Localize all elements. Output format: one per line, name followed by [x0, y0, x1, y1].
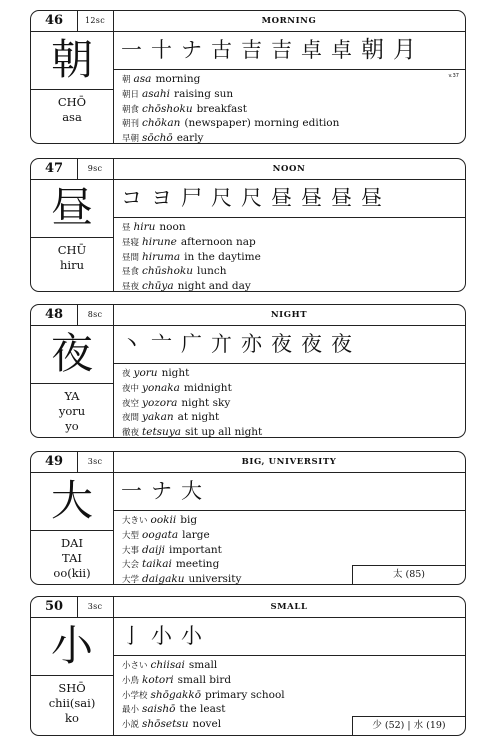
- vocab-english: primary school: [205, 688, 285, 701]
- vocab-japanese: 夜中: [122, 383, 140, 394]
- reading: oo(kii): [53, 566, 91, 580]
- vocab-english: night: [161, 367, 190, 379]
- vocab-english: early: [176, 132, 204, 145]
- vocab-row: [122, 689, 461, 704]
- kanji-character: 小: [31, 617, 113, 676]
- stroke-step: 亦: [241, 332, 262, 356]
- vocabulary-list: [122, 367, 461, 441]
- vocab-romaji: hirune: [142, 235, 177, 248]
- vocab-row: [122, 529, 461, 544]
- vocab-english: big: [180, 514, 198, 526]
- vocab-romaji: chōkan: [142, 117, 181, 130]
- kanji-character: 大: [31, 472, 113, 531]
- stroke-order: [113, 325, 465, 364]
- vocab-row: [122, 265, 461, 280]
- vocab-english: noon: [159, 221, 186, 233]
- vocab-english: the least: [179, 703, 226, 716]
- kanji-character: 朝: [31, 31, 113, 90]
- vocab-english: sit up all night: [185, 426, 263, 439]
- vocab-romaji: taikai: [142, 558, 172, 571]
- vocab-romaji: sōchō: [142, 132, 173, 145]
- card-number: 50: [31, 597, 78, 617]
- card-meaning: NIGHT: [270, 310, 308, 320]
- reading: DAI: [60, 536, 84, 550]
- vocab-romaji: yozora: [142, 396, 178, 409]
- vocab-row: [122, 426, 461, 441]
- vocab-romaji: shōgakkō: [150, 688, 202, 701]
- reading: ko: [65, 711, 79, 725]
- stroke-step: ナ: [181, 38, 202, 62]
- stroke-count: 3sc: [77, 597, 114, 617]
- vocab-romaji: chūya: [142, 280, 174, 293]
- stroke-step: 亠: [151, 332, 172, 356]
- reading: CHŌ: [57, 95, 87, 109]
- vocab-japanese: 小鳥: [122, 675, 140, 686]
- kanji-panel: [31, 472, 114, 584]
- card-header: [31, 597, 465, 618]
- vocab-romaji: hiru: [133, 221, 156, 233]
- vocab-romaji: hiruma: [142, 250, 181, 263]
- vocab-romaji: asahi: [142, 87, 171, 100]
- vocab-english: (newspaper) morning edition: [184, 117, 340, 130]
- kanji-panel: [31, 31, 114, 143]
- kanji-panel: [31, 179, 114, 291]
- kanji-card: [30, 10, 466, 144]
- vocab-japanese: 夜間: [122, 413, 140, 424]
- vocabulary-list: [122, 221, 461, 295]
- card-header: [31, 11, 465, 32]
- vocab-japanese: 昼: [122, 223, 131, 233]
- stroke-step: ナ: [151, 479, 172, 503]
- readings: [31, 536, 113, 581]
- vocab-english: important: [168, 543, 222, 556]
- vocab-japanese: 昼間: [122, 252, 140, 263]
- stroke-step: ヨ: [151, 186, 172, 210]
- vocab-row: [122, 117, 461, 132]
- vocab-japanese: 昼食: [122, 267, 140, 278]
- reading: yo: [65, 419, 79, 433]
- vocab-japanese: 大事: [122, 545, 140, 556]
- vocab-english: novel: [192, 718, 222, 731]
- card-meaning: NOON: [272, 164, 306, 174]
- stroke-step: 吉: [241, 38, 262, 62]
- stroke-step: 昼: [301, 186, 322, 210]
- stroke-step: 亅: [121, 624, 142, 648]
- stroke-order: [113, 472, 465, 511]
- vocab-english: morning: [155, 73, 201, 85]
- stroke-step: 吉: [271, 38, 292, 62]
- vocab-english: meeting: [175, 558, 220, 571]
- vocab-row: [122, 280, 461, 295]
- vocab-japanese: 大会: [122, 560, 140, 571]
- stroke-order: [113, 617, 465, 656]
- card-meaning: MORNING: [261, 16, 317, 26]
- vocab-japanese: 夜空: [122, 398, 140, 409]
- vocab-row: [122, 411, 461, 426]
- vocab-row: [122, 88, 461, 103]
- vocab-row: [122, 367, 461, 382]
- stroke-step: 卓: [301, 38, 322, 62]
- reading: TAI: [62, 551, 82, 565]
- vocab-row: [122, 382, 461, 397]
- stroke-count: 8sc: [77, 305, 114, 325]
- readings: [31, 95, 113, 125]
- readings: [31, 681, 113, 726]
- stroke-step: 卓: [331, 38, 352, 62]
- kanji-card: [30, 451, 466, 585]
- vocab-romaji: daigaku: [142, 573, 185, 586]
- stroke-count: 9sc: [77, 159, 114, 179]
- stroke-step: 朝: [361, 37, 384, 63]
- vocab-english: small: [188, 659, 218, 671]
- vocab-english: at night: [177, 411, 220, 424]
- vocab-japanese: 昼夜: [122, 282, 140, 293]
- cross-reference: 少 (52) | 水 (19): [352, 716, 465, 735]
- vocab-romaji: chūshoku: [142, 265, 194, 278]
- stroke-step: 小: [151, 624, 172, 648]
- vocab-romaji: chōshoku: [142, 102, 193, 115]
- reading: chii(sai): [48, 696, 96, 710]
- stroke-step: 十: [151, 38, 172, 62]
- vocab-romaji: yakan: [142, 411, 174, 424]
- reading: hiru: [60, 258, 84, 272]
- vocab-japanese: 昼寝: [122, 237, 140, 248]
- vocab-english: night sky: [181, 396, 231, 409]
- vocab-english: university: [188, 573, 242, 586]
- vocab-romaji: yoru: [133, 367, 158, 379]
- card-header: [31, 305, 465, 326]
- vocab-japanese: 大学: [122, 575, 140, 586]
- vocab-romaji: yonaka: [142, 381, 180, 394]
- card-number: 48: [31, 305, 78, 325]
- kanji-character: 昼: [31, 179, 113, 238]
- vocab-english: in the daytime: [184, 250, 261, 263]
- vocab-row: [122, 236, 461, 251]
- stroke-step: 尺: [241, 186, 262, 210]
- vocab-row: [122, 132, 461, 147]
- card-number: 46: [31, 11, 78, 31]
- vocab-row: [122, 659, 461, 674]
- vocab-english: midnight: [183, 381, 232, 394]
- vocab-japanese: 徹夜: [122, 428, 140, 439]
- cross-reference: 太 (85): [352, 565, 465, 584]
- stroke-step: 尺: [211, 186, 232, 210]
- readings: [31, 389, 113, 434]
- vocab-japanese: 朝: [122, 75, 131, 85]
- vocab-row: [122, 103, 461, 118]
- vocab-english: breakfast: [196, 102, 247, 115]
- stroke-step: 亣: [211, 332, 232, 356]
- vocab-romaji: tetsuya: [142, 426, 182, 439]
- kanji-card: [30, 304, 466, 438]
- stroke-step: 尸: [181, 186, 202, 210]
- reading: YA: [64, 389, 80, 403]
- vocab-japanese: 最小: [122, 705, 140, 716]
- vocab-english: small bird: [177, 673, 232, 686]
- stroke-step: 丶: [121, 332, 142, 356]
- kanji-card: [30, 596, 466, 736]
- reading: SHŌ: [58, 681, 86, 695]
- stroke-step: 古: [211, 38, 232, 62]
- stroke-count: 3sc: [77, 452, 114, 472]
- stroke-step: 昼: [271, 186, 292, 210]
- card-meaning: BIG, UNIVERSITY: [241, 457, 337, 467]
- card-header: [31, 452, 465, 473]
- vocab-row: [122, 221, 461, 236]
- vocab-english: night and day: [177, 280, 251, 293]
- vocab-row: [122, 397, 461, 412]
- readings: [31, 243, 113, 273]
- stroke-step: 大: [181, 479, 202, 503]
- stroke-step: 一: [121, 38, 142, 62]
- stroke-step: コ: [121, 186, 142, 210]
- kanji-character: 夜: [31, 325, 113, 384]
- stroke-step: 小: [181, 624, 202, 648]
- vocab-japanese: 小さい: [122, 661, 148, 671]
- kanji-panel: [31, 325, 114, 437]
- vocab-row: [122, 674, 461, 689]
- vocab-romaji: ookii: [150, 514, 177, 526]
- stroke-reference: v.37: [448, 73, 459, 79]
- vocab-row: [122, 251, 461, 266]
- vocab-row: [122, 73, 461, 88]
- vocab-japanese: 夜: [122, 369, 131, 379]
- vocab-romaji: saishō: [142, 703, 176, 716]
- vocab-romaji: kotori: [142, 673, 174, 686]
- vocab-romaji: asa: [133, 73, 152, 85]
- vocab-japanese: 朝日: [122, 89, 140, 100]
- stroke-step: 夜: [271, 332, 292, 356]
- vocab-japanese: 大型: [122, 530, 140, 541]
- vocab-row: [122, 514, 461, 529]
- vocab-english: large: [182, 528, 210, 541]
- vocab-japanese: 小説: [122, 720, 140, 731]
- vocab-english: afternoon nap: [180, 235, 256, 248]
- vocab-romaji: daiji: [142, 543, 165, 556]
- stroke-step: 夜: [331, 332, 352, 356]
- stroke-step: 月: [393, 37, 416, 63]
- stroke-step: 一: [121, 479, 142, 503]
- reading: yoru: [58, 404, 86, 418]
- stroke-order: [113, 179, 465, 218]
- vocab-japanese: 小学校: [122, 690, 148, 701]
- reading: asa: [62, 110, 82, 124]
- vocab-romaji: shōsetsu: [142, 718, 189, 731]
- vocab-japanese: 朝食: [122, 104, 140, 115]
- stroke-step: 广: [181, 332, 202, 356]
- stroke-count: 12sc: [77, 11, 114, 31]
- card-number: 49: [31, 452, 78, 472]
- stroke-step: 夜: [301, 332, 322, 356]
- vocabulary-list: [122, 73, 461, 147]
- kanji-card: [30, 158, 466, 292]
- vocab-japanese: 大きい: [122, 516, 148, 526]
- vocab-romaji: oogata: [142, 528, 179, 541]
- stroke-step: 昼: [331, 186, 352, 210]
- vocab-japanese: 早朝: [122, 134, 140, 145]
- kanji-panel: [31, 617, 114, 735]
- card-number: 47: [31, 159, 78, 179]
- vocab-english: lunch: [197, 265, 227, 278]
- stroke-step: 昼: [361, 186, 382, 210]
- vocab-japanese: 朝刊: [122, 119, 140, 130]
- vocab-english: raising sun: [174, 87, 234, 100]
- reading: CHŪ: [57, 243, 87, 257]
- card-meaning: SMALL: [270, 602, 308, 612]
- card-header: [31, 159, 465, 180]
- vocab-row: [122, 544, 461, 559]
- vocab-romaji: chiisai: [150, 659, 185, 671]
